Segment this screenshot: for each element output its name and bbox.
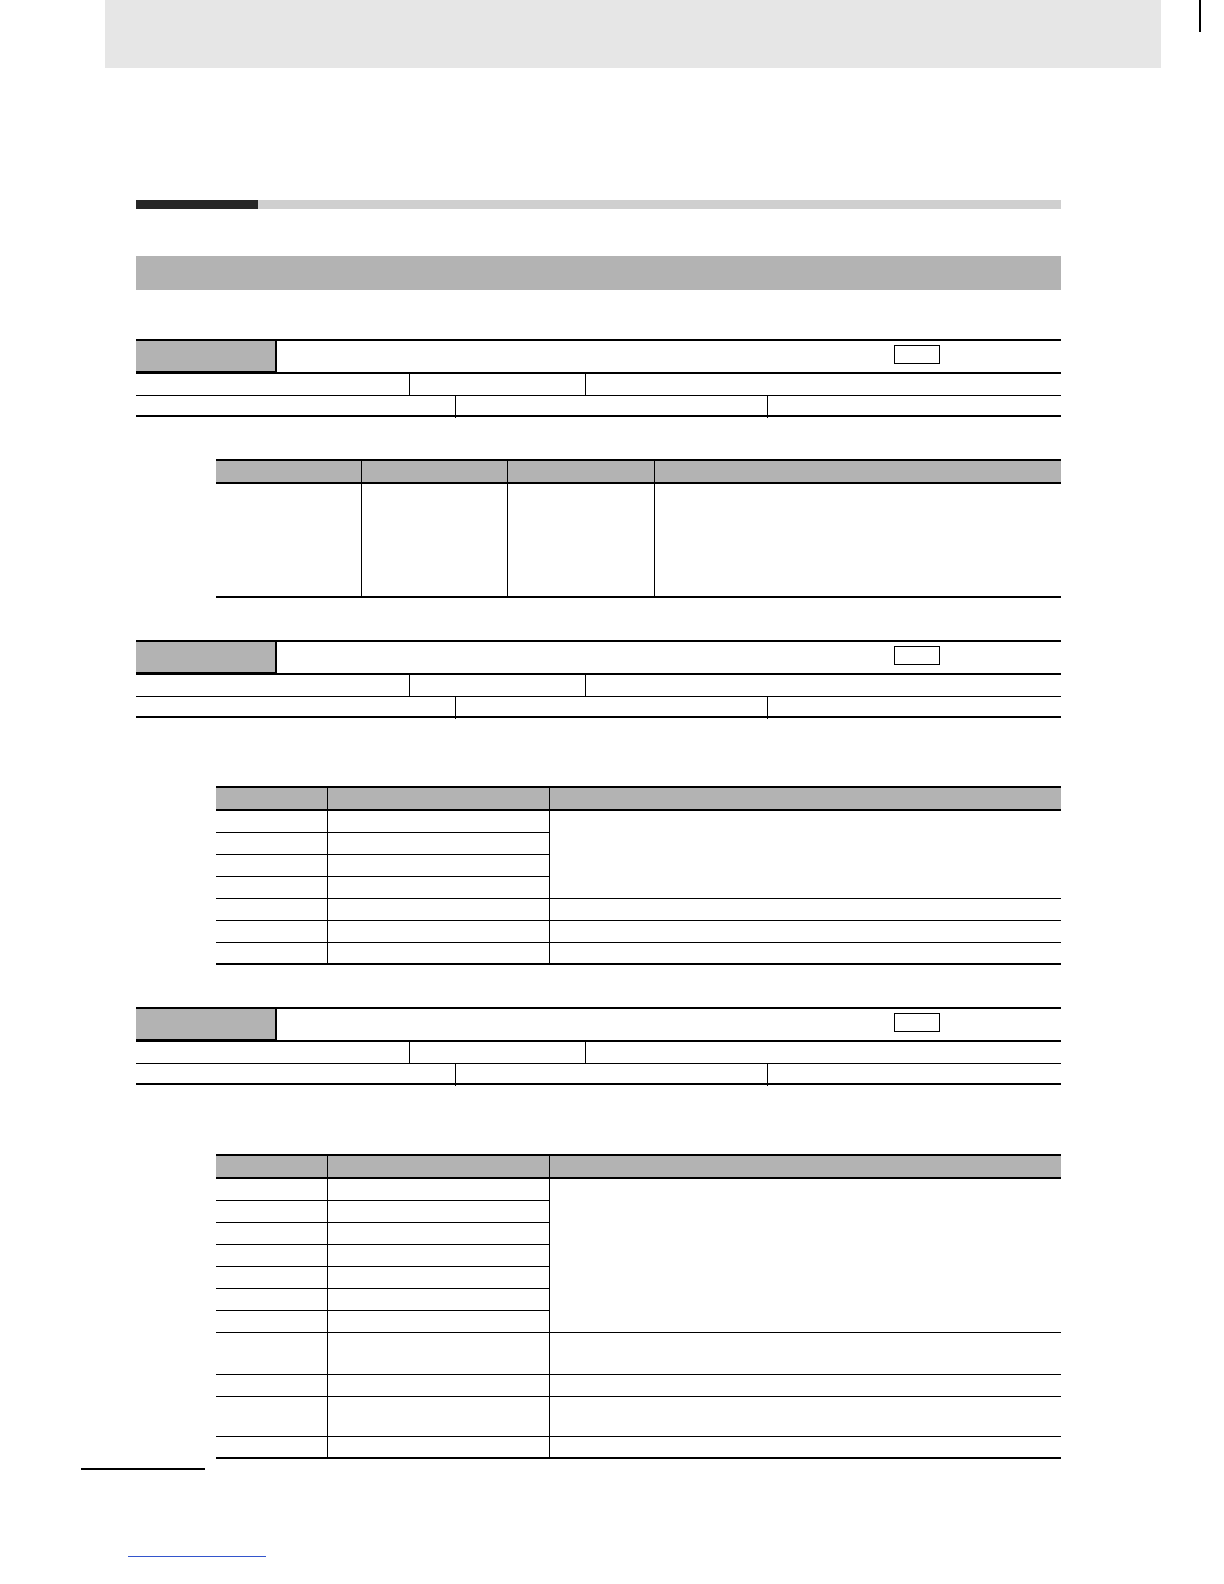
table-cell (216, 1178, 327, 1200)
table-header-cell (654, 460, 1061, 483)
table-cell (216, 1200, 327, 1222)
param-bottom-rule (136, 716, 1061, 718)
table-cell (327, 1436, 549, 1458)
table-cell (327, 1288, 549, 1310)
table-cell (549, 942, 1061, 964)
table-cell (216, 876, 327, 898)
table-cell (216, 1436, 327, 1458)
table-cell (216, 810, 327, 832)
table-cell (216, 854, 327, 876)
table-cell (327, 1222, 549, 1244)
chapter-edge-rule (1199, 0, 1201, 32)
table-header-cell (361, 460, 507, 483)
table-cell (327, 1396, 549, 1436)
table-header-cell (216, 460, 361, 483)
description-table-1 (216, 459, 1061, 598)
table-header-cell (507, 460, 654, 483)
table-cell (327, 920, 549, 942)
table-cell (327, 942, 549, 964)
description-table-2 (216, 786, 1061, 965)
table-cell (327, 1332, 549, 1374)
table-cell (216, 1244, 327, 1266)
row-separator (585, 374, 586, 396)
table-cell (507, 483, 654, 597)
table-header-cell (216, 787, 327, 810)
parameter-type-box (894, 646, 940, 665)
table-cell (216, 1396, 327, 1436)
table-cell (216, 898, 327, 920)
description-table-3 (216, 1154, 1061, 1459)
row-separator (585, 675, 586, 697)
section-rule-accent (136, 200, 258, 209)
parameter-block-2 (136, 640, 1061, 718)
table-cell (327, 832, 549, 854)
table-cell (327, 854, 549, 876)
table-header-cell (549, 787, 1061, 810)
table-cell (216, 483, 361, 597)
param-row-rule (136, 1040, 1061, 1042)
table-cell (327, 810, 549, 832)
param-row-rule (136, 372, 1061, 374)
table-header-cell (549, 1155, 1061, 1178)
section-rule (258, 200, 1061, 209)
table-cell (549, 920, 1061, 942)
table-cell-merged (549, 1178, 1061, 1332)
row-separator (585, 1042, 586, 1064)
table-cell-merged (549, 810, 1061, 898)
param-bottom-rule (136, 415, 1061, 417)
table-cell (216, 1310, 327, 1332)
table-cell (549, 1374, 1061, 1396)
table-cell (327, 1310, 549, 1332)
table-header-cell (327, 787, 549, 810)
row-separator (409, 675, 410, 697)
param-row-rule (136, 395, 1061, 396)
table-cell (327, 1266, 549, 1288)
table-cell (216, 1266, 327, 1288)
parameter-id-cell (136, 341, 277, 372)
table-cell (327, 876, 549, 898)
table-cell (549, 1436, 1061, 1458)
parameter-block-1 (136, 339, 1061, 417)
table-cell (549, 1396, 1061, 1436)
table-cell (327, 1200, 549, 1222)
table-cell (327, 1178, 549, 1200)
row-separator (409, 1042, 410, 1064)
table-cell (549, 1332, 1061, 1374)
table-cell (216, 1374, 327, 1396)
table-cell (549, 898, 1061, 920)
table-cell (216, 920, 327, 942)
param-bottom-rule (136, 1083, 1061, 1085)
table-cell (216, 942, 327, 964)
table-cell (216, 1222, 327, 1244)
page-header-band (105, 0, 1161, 68)
footer-rule (81, 1468, 205, 1470)
table-cell (327, 1374, 549, 1396)
table-cell (216, 1288, 327, 1310)
table-cell (216, 1332, 327, 1374)
table-header-cell (216, 1155, 327, 1178)
table-cell (327, 1244, 549, 1266)
subsection-title-bar (136, 256, 1061, 290)
table-cell (361, 483, 507, 597)
parameter-id-cell (136, 1009, 277, 1040)
row-separator (409, 374, 410, 396)
param-row-rule (136, 673, 1061, 675)
table-cell (216, 832, 327, 854)
parameter-id-cell (136, 642, 277, 673)
table-cell (654, 483, 1061, 597)
parameter-type-box (894, 345, 940, 364)
parameter-type-box (894, 1013, 940, 1032)
param-row-rule (136, 696, 1061, 697)
table-cell (327, 898, 549, 920)
footer-link[interactable] (128, 1556, 266, 1557)
parameter-block-3 (136, 1007, 1061, 1085)
table-header-cell (327, 1155, 549, 1178)
param-row-rule (136, 1063, 1061, 1064)
